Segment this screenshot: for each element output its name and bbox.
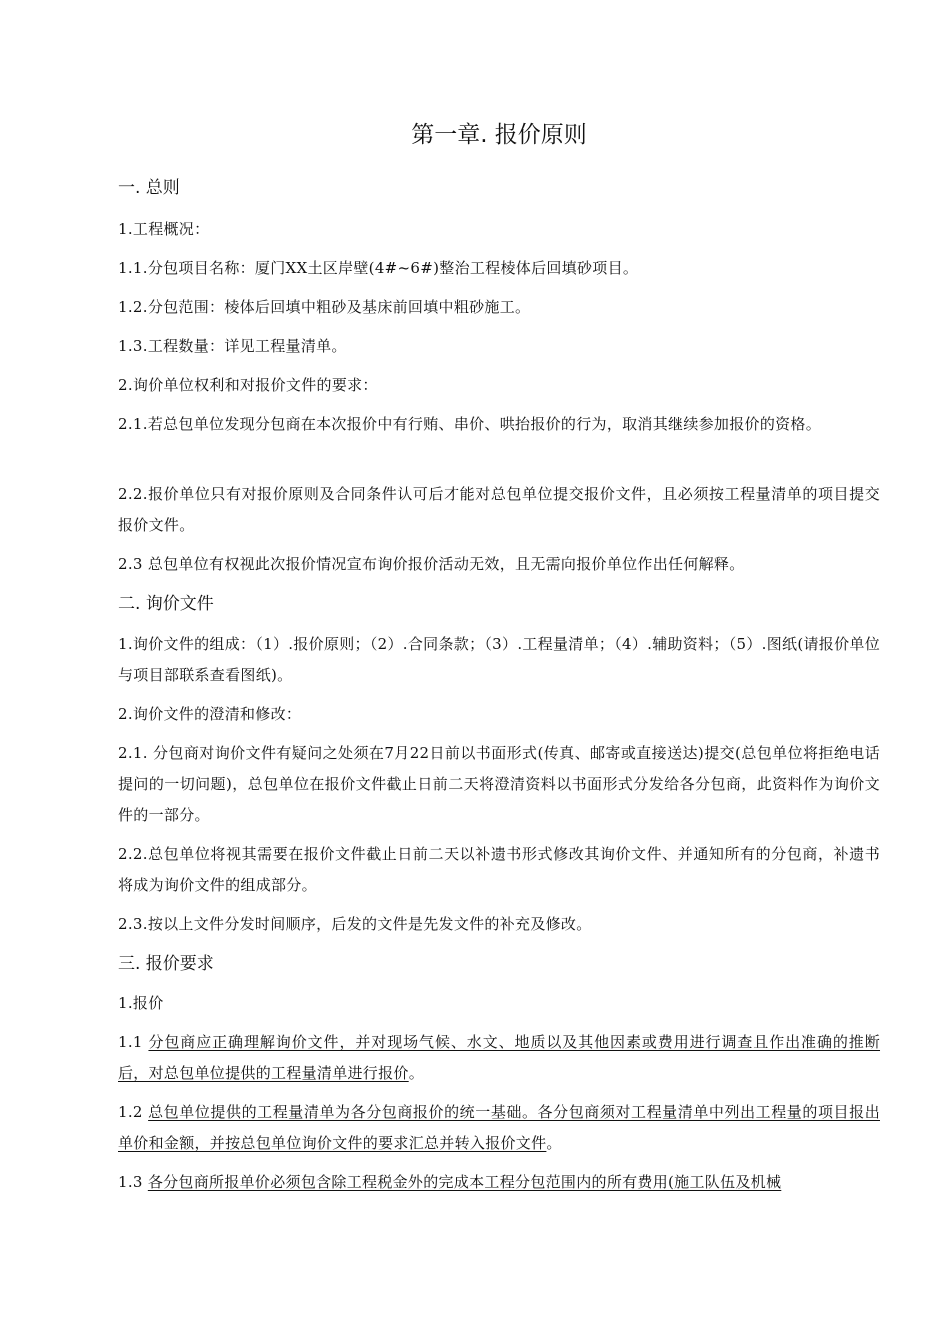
paragraph: 2.2.报价单位只有对报价原则及合同条件认可后才能对总包单位提交报价文件，且必须按工程量清单的项目提交报价文件。 [118,485,880,534]
paragraph-number: 1.2 [118,1103,149,1121]
underlined-text: 分包商应正确理解询价文件，并对现场气候、水文、地质以及其他因素或费用进行调查且作出准确的推断后，对总包单位提供的工程量清单进行报价 [118,1033,881,1082]
paragraph: 2.询价文件的澄清和修改： [118,705,302,723]
paragraph: 2.询价单位权利和对报价文件的要求： [118,376,378,394]
paragraph: 2.3 总包单位有权视此次报价情况宣布询价报价活动无效，且无需向报价单位作出任何解释。 [118,555,745,573]
underlined-text: 各分包商所报单价必须包含除工程税金外的完成本工程分包范围内的所有费用(施工队伍及机械 [147,1173,782,1191]
paragraph: 2.2.总包单位将视其需要在报价文件截止日前二天以补遗书形式修改其询价文件、并通知所有的分包商，补遗书将成为询价文件的组成部分。 [118,845,880,894]
underlined-text: 总包单位提供的工程量清单为各分包商报价的统一基础。各分包商须对工程量清单中列出工程量的项目报出单价和金额，并按总包单位询价文件的要求汇总并转入报价文件 [118,1103,880,1152]
paragraph: 2.3.按以上文件分发时间顺序，后发的文件是先发文件的补充及修改。 [118,915,592,933]
paragraph-end: 。 [408,1064,425,1082]
paragraph: 1.1.分包项目名称：厦门XX土区岸壁(4#~6#)整治工程棱体后回填砂项目。 [118,259,639,277]
paragraph [118,1167,880,1198]
section-heading-inquiry-documents: 二. 询价文件 [118,594,214,614]
paragraph: 2.1. 分包商对询价文件有疑问之处须在7月22日前以书面形式(传真、邮寄或直接送达)提交(总包单位将拒绝电话提问的一切问题)，总包单位在报价文件截止日前二天将澄清资料以书面形式分发给各分包商，此资料作为询价文件的一部分。 [118,744,880,824]
paragraph [118,1097,880,1159]
paragraph-end: 。 [546,1134,562,1152]
paragraph: 1.3.工程数量：详见工程量清单。 [118,337,347,355]
section-heading-quotation-requirements: 三. 报价要求 [118,954,214,974]
section-heading-general: 一. 总则 [118,178,180,198]
paragraph: 2.1.若总包单位发现分包商在本次报价中有行贿、串价、哄抬报价的行为，取消其继续参加报价的资格。 [118,415,822,433]
paragraph: 1.工程概况： [118,220,210,238]
paragraph: 1.报价 [118,994,164,1012]
paragraph: 1.询价文件的组成：（1）.报价原则；（2）.合同条款；（3）.工程量清单；（4）.辅助资料；（5）.图纸(请报价单位与项目部联系查看图纸)。 [118,635,880,684]
paragraph-number: 1.3 [118,1173,148,1191]
paragraph-number: 1.1 [118,1033,149,1051]
chapter-title: 第一章. 报价原则 [411,122,587,148]
paragraph: 1.2.分包范围：棱体后回填中粗砂及基床前回填中粗砂施工。 [118,298,531,316]
paragraph [118,1027,880,1089]
